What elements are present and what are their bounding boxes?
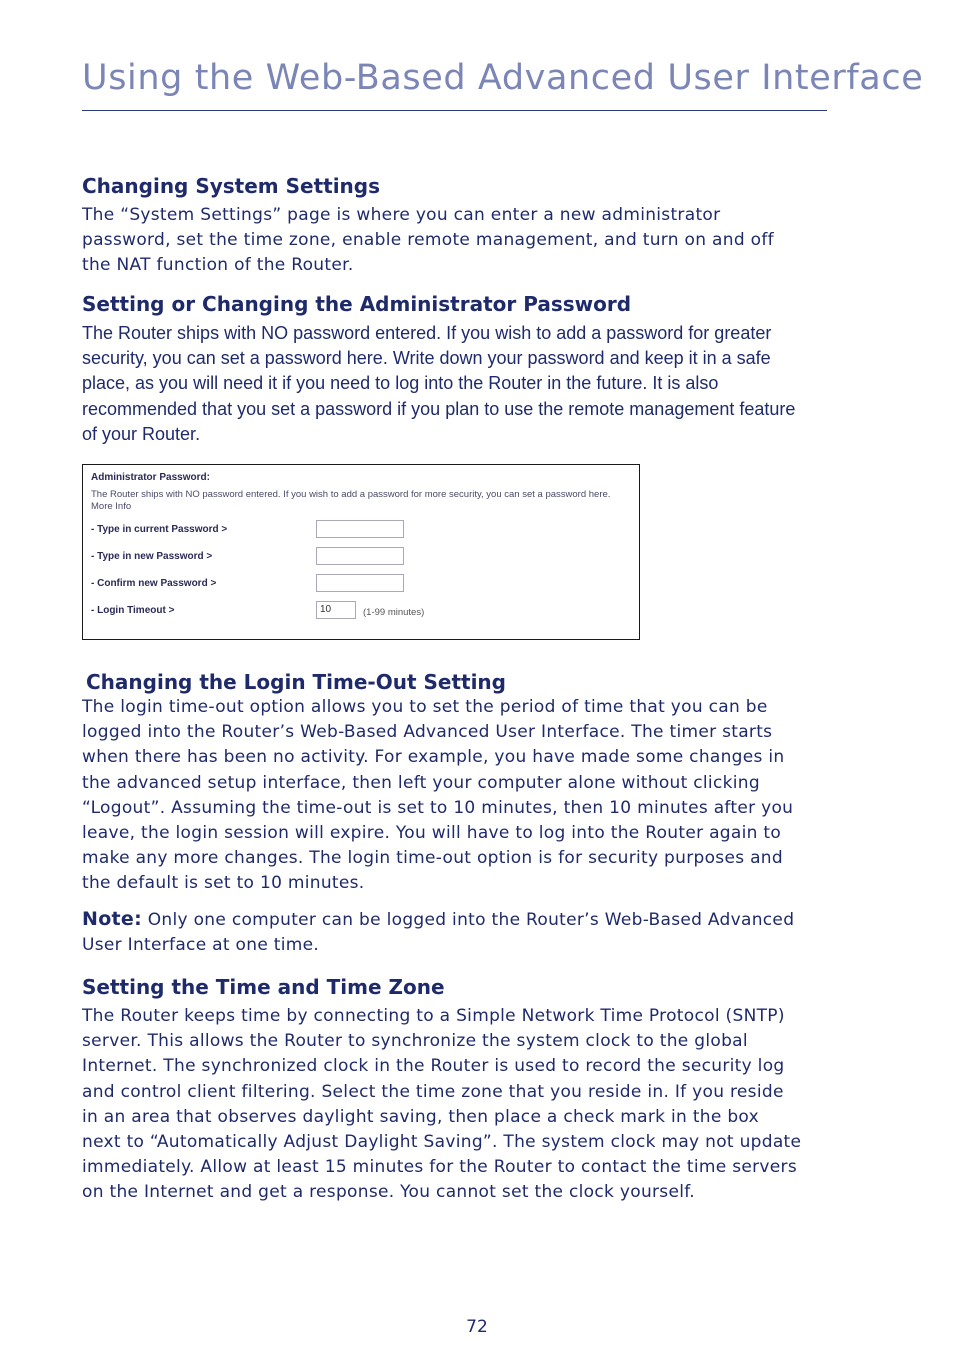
new-password-input[interactable] <box>316 547 404 565</box>
login-timeout-hint: (1-99 minutes) <box>363 607 425 618</box>
heading-system-settings: Changing System Settings <box>82 174 381 198</box>
screenshot-title: Administrator Password: <box>91 472 210 483</box>
section-login-timeout-body <box>82 695 802 897</box>
section-note <box>82 907 802 958</box>
section-admin-password <box>82 291 802 447</box>
paragraph-note <box>82 907 802 958</box>
paragraph-system-settings: The “System Settings” page is where you can enter a new administrator password, set the time zone, enable remote management, and turn on and off the NAT function of the Router. <box>82 205 774 276</box>
note-label: Note: <box>82 908 143 930</box>
login-timeout-input[interactable]: 10 <box>316 601 356 619</box>
paragraph-time-zone: The Router keeps time by connecting to a Simple Network Time Protocol (SNTP) server. This allows the Router to synchronize the system clock to the global Internet. The synchronized clock in the Router is used to record the security log and control client filtering. Select the time zone that you reside in. If you reside in an area that observes daylight saving, then place a check mark in the box next to “Automatically Adjust Daylight Saving”. The system clock may not update immediately. Allow at least 15 minutes for the Router to contact the time servers on the Internet and get a response. You cannot set the clock yourself. <box>82 1006 802 1203</box>
current-password-input[interactable] <box>316 520 404 538</box>
title-rule <box>82 110 827 111</box>
new-password-label: - Type in new Password > <box>91 551 213 562</box>
admin-password-screenshot <box>82 464 640 640</box>
confirm-password-label: - Confirm new Password > <box>91 578 217 589</box>
screenshot-description: The Router ships with NO password entered. If you wish to add a password for more security, you can set a password here. More Info <box>91 489 611 512</box>
section-system-settings <box>82 173 802 279</box>
section-time-zone <box>82 974 802 1206</box>
paragraph-login-timeout: The login time-out option allows you to set the period of time that you can be logged into the Router’s Web-Based Advanced User Interface. The timer starts when there has been no activity. For example, you have made some changes in the advanced setup interface, then left your computer alone without clicking “Logout”. Assuming the time-out is set to 10 minutes, then 10 minutes after you leave, the login session will expire. You will have to log into the Router again to make any more changes. The login time-out option is for security purposes and the default is set to 10 minutes. <box>82 697 794 894</box>
heading-time-zone: Setting the Time and Time Zone <box>82 975 445 999</box>
paragraph-admin-password: The Router ships with NO password entered. If you wish to add a password for greater security, you can set a password here. Write down your password and keep it in a safe place, as you will need it if you need to log into the Router in the future. It is also recommended that you set a password if you plan to use the remote management feature of your Router. <box>82 323 796 444</box>
note-body: Only one computer can be logged into the Router’s Web-Based Advanced User Interface at one time. <box>82 910 795 956</box>
page-number: 72 <box>466 1317 488 1337</box>
confirm-password-input[interactable] <box>316 574 404 592</box>
page-title: Using the Web-Based Advanced User Interface <box>82 58 924 98</box>
current-password-label: - Type in current Password > <box>91 524 228 535</box>
heading-admin-password: Setting or Changing the Administrator Password <box>82 292 632 316</box>
heading-login-timeout: Changing the Login Time-Out Setting <box>86 670 506 694</box>
login-timeout-label: - Login Timeout > <box>91 605 175 616</box>
